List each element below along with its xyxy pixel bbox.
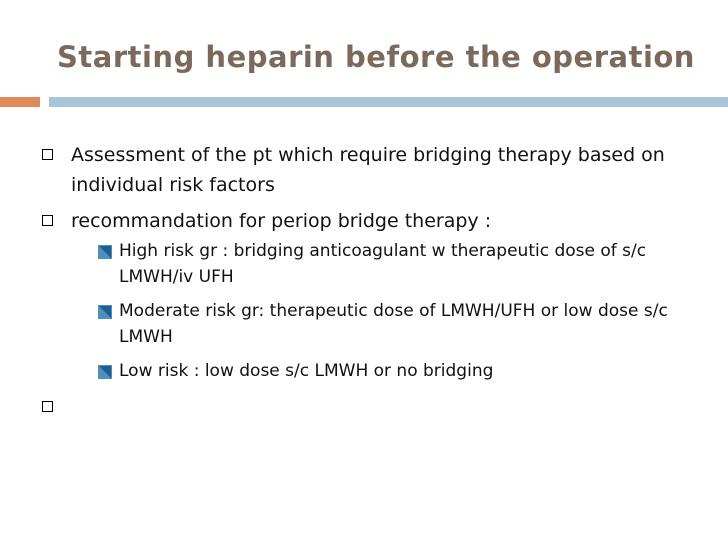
sub-bullet-item bbox=[96, 298, 702, 350]
bullet-text: Assessment of the pt which require bridging therapy based on individual risk factors bbox=[71, 144, 665, 196]
triangle-bullet-icon bbox=[98, 305, 112, 319]
title-accent-bar-blue bbox=[49, 97, 728, 107]
bullet-item bbox=[42, 206, 702, 384]
empty-bullet-item bbox=[42, 392, 702, 422]
sub-bullet-item bbox=[96, 238, 702, 290]
sub-bullet-list bbox=[71, 238, 702, 384]
hollow-square-bullet-icon bbox=[42, 149, 53, 160]
sub-bullet-item bbox=[96, 358, 702, 384]
sub-bullet-text: Low risk : low dose s/c LMWH or no bridging bbox=[119, 361, 494, 381]
sub-bullet-text: High risk gr : bridging anticoagulant w therapeutic dose of s/c LMWH/iv UFH bbox=[119, 241, 647, 287]
bullet-item bbox=[42, 140, 702, 200]
bullet-text: recommandation for periop bridge therapy : bbox=[71, 210, 492, 232]
slide-title: Starting heparin before the operation bbox=[57, 40, 695, 74]
bullet-list bbox=[42, 140, 702, 428]
title-accent-bar-orange bbox=[0, 97, 40, 107]
triangle-bullet-icon bbox=[98, 365, 112, 379]
triangle-bullet-icon bbox=[98, 245, 112, 259]
hollow-square-bullet-icon bbox=[42, 215, 53, 226]
sub-bullet-text: Moderate risk gr: therapeutic dose of LMWH/UFH or low dose s/c LMWH bbox=[119, 301, 668, 347]
hollow-square-bullet-icon bbox=[42, 401, 53, 412]
